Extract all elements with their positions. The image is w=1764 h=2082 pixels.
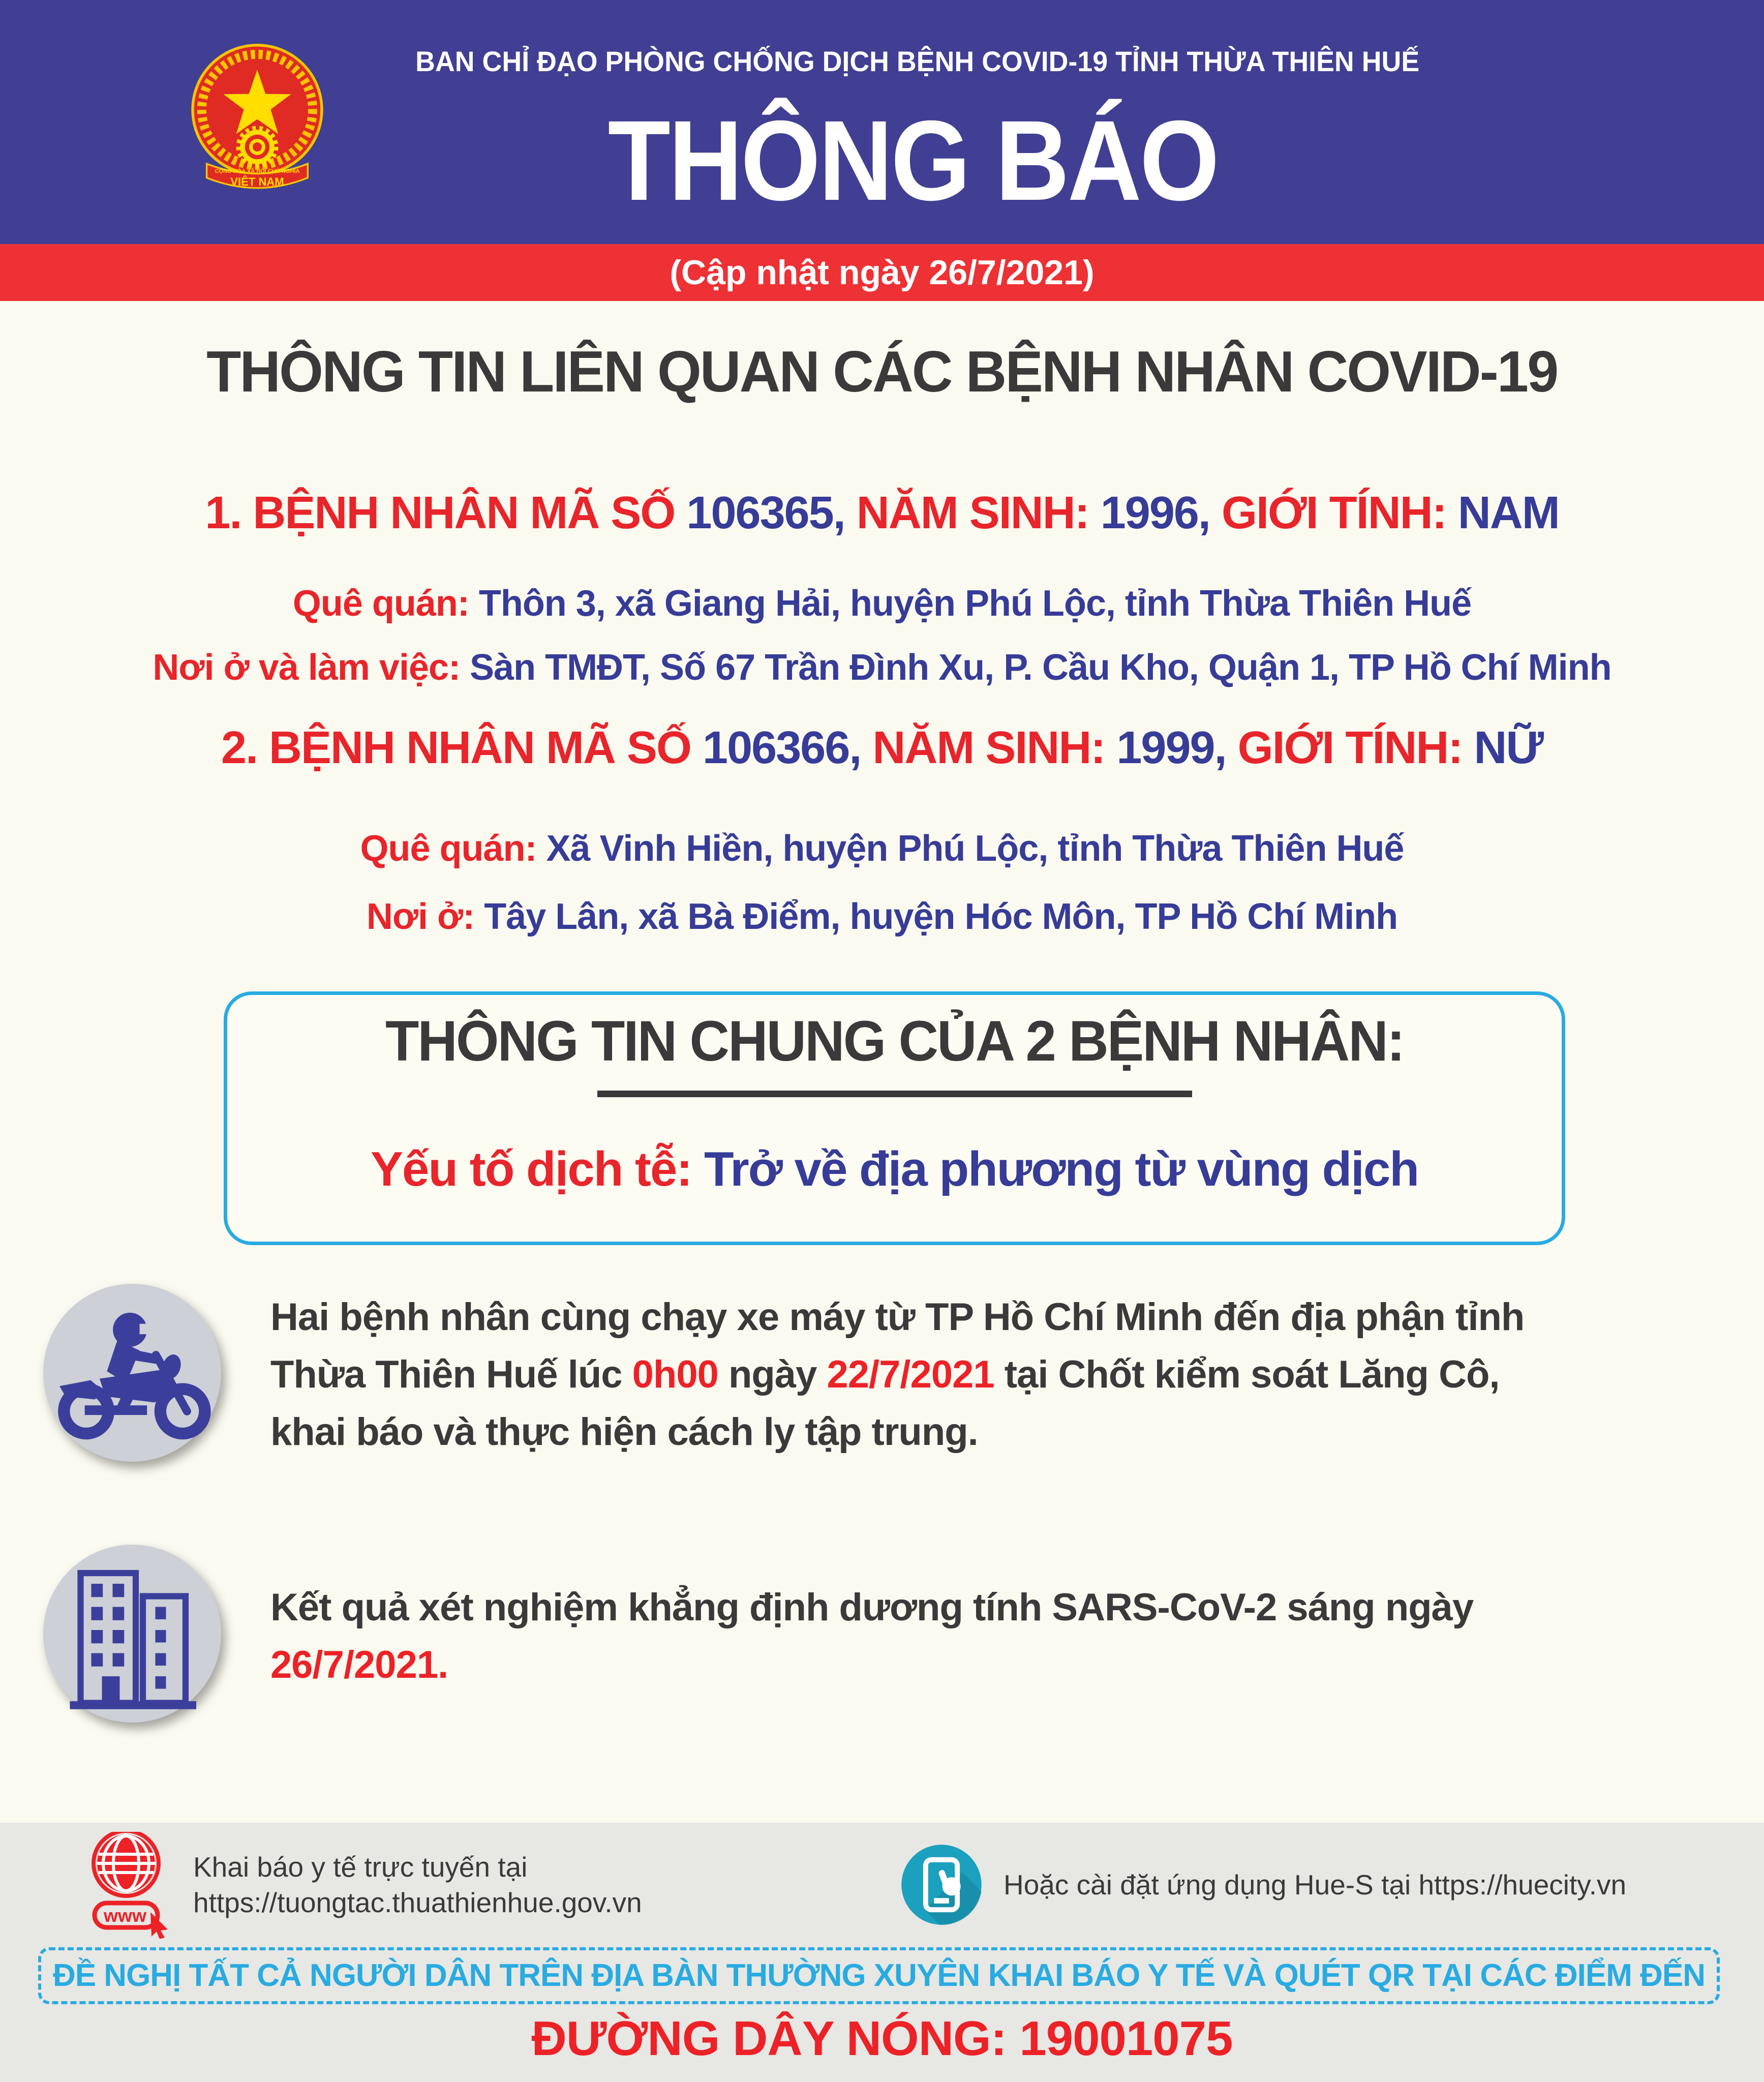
travel-line2a: Thừa Thiên Huế lúc — [270, 1353, 632, 1396]
patient-1-label: 1. BỆNH NHÂN MÃ SỐ — [205, 488, 687, 538]
residence-label: Nơi ở và làm việc: — [153, 647, 470, 688]
main-title: THÔNG TIN LIÊN QUAN CÁC BỆNH NHÂN COVID-19 — [206, 340, 1558, 404]
health-declaration-text — [193, 1849, 642, 1920]
patient-2-heading — [0, 722, 1764, 774]
travel-line2c: tại Chốt kiểm soát Lăng Cô, — [994, 1353, 1500, 1396]
patient-1-birth: 1996, — [1100, 488, 1210, 538]
building-icon — [43, 1545, 221, 1723]
emblem-country-text: VIỆT NAM — [230, 175, 284, 188]
patient-1-residence — [0, 647, 1764, 688]
residence-value: Sàn TMĐT, Số 67 Trần Đình Xu, P. Cầu Kho, Quận 1, TP Hồ Chí Minh — [470, 647, 1611, 688]
hometown-label: Quê quán: — [360, 828, 546, 869]
patient-1-hometown — [0, 583, 1764, 624]
patient-1-birth-label: NĂM SINH: — [844, 488, 1101, 538]
epidemiology-value: Trở về địa phương từ vùng dịch — [704, 1142, 1418, 1196]
title-underline — [597, 1091, 1192, 1097]
patient-2-birth: 1999, — [1116, 722, 1226, 773]
page-title: THÔNG BÁO — [607, 97, 1218, 224]
motorcycle-icon — [43, 1284, 221, 1462]
residence-label: Nơi ở: — [366, 896, 484, 937]
patient-1-heading — [0, 487, 1764, 539]
travel-history-paragraph — [270, 1288, 1745, 1461]
residence-value: Tây Lân, xã Bà Điểm, huyện Hóc Môn, TP Hồ Chí Minh — [484, 896, 1398, 937]
patient-2-residence — [0, 896, 1764, 938]
patient-1-gender-label: GIỚI TÍNH: — [1209, 488, 1458, 538]
health-declaration-line1: Khai báo y tế trực tuyến tại — [193, 1851, 528, 1883]
qr-notice-text: ĐỀ NGHỊ TẤT CẢ NGƯỜI DÂN TRÊN ĐỊA BÀN THƯỜNG XUYÊN KHAI BÁO Y TẾ VÀ QUÉT QR TẠI CÁC ĐIỂM ĐẾN — [52, 1958, 1706, 1993]
patient-2-code: 106366, — [703, 722, 861, 773]
epidemiology-label: Yếu tố dịch tễ: — [371, 1142, 705, 1196]
epidemiology-line — [227, 1141, 1562, 1197]
patient-1-gender: NAM — [1457, 488, 1559, 538]
hometown-value: Thôn 3, xã Giang Hải, huyện Phú Lộc, tỉnh Thừa Thiên Huế — [478, 583, 1472, 624]
hue-s-app-icon — [900, 1843, 983, 1926]
header — [0, 0, 1764, 244]
update-date-text: (Cập nhật ngày 26/7/2021) — [670, 253, 1094, 292]
travel-date: 22/7/2021 — [827, 1353, 994, 1396]
header-organization: BAN CHỈ ĐẠO PHÒNG CHỐNG DỊCH BỆNH COVID-19 TỈNH THỪA THIÊN HUẾ — [415, 45, 1420, 77]
footer — [0, 1823, 1764, 2082]
travel-time: 0h00 — [632, 1353, 718, 1396]
hometown-value: Xã Vinh Hiền, huyện Phú Lộc, tỉnh Thừa Thiên Huế — [546, 828, 1404, 869]
patient-2-hometown — [0, 828, 1764, 869]
patient-1-code: 106365, — [686, 488, 845, 538]
test-result-paragraph — [270, 1579, 1745, 1694]
patient-2-gender-label: GIỚI TÍNH: — [1226, 722, 1474, 773]
update-date-banner — [0, 244, 1764, 301]
hometown-label: Quê quán: — [292, 583, 479, 624]
qr-notice-box — [38, 1947, 1720, 2004]
travel-line3: khai báo và thực hiện cách ly tập trung. — [270, 1410, 978, 1454]
travel-line2b: ngày — [718, 1353, 827, 1396]
hotline-text: ĐƯỜNG DÂY NÓNG: 19001075 — [531, 2011, 1233, 2066]
health-declaration-url: https://tuongtac.thuathienhue.gov.vn — [193, 1887, 642, 1918]
hue-s-app-text: Hoặc cài đặt ứng dụng Hue-S tại https://huecity.vn — [1003, 1869, 1627, 1900]
travel-line1: Hai bệnh nhân cùng chạy xe máy từ TP Hồ Chí Minh đến địa phận tỉnh — [270, 1295, 1525, 1339]
building-icon-circle — [43, 1545, 221, 1723]
common-info-box — [224, 991, 1565, 1245]
globe-www-icon — [80, 1832, 172, 1939]
test-date: 26/7/2021. — [270, 1643, 448, 1686]
test-line1: Kết quả xét nghiệm khẳng định dương tính SARS-CoV-2 sáng ngày — [270, 1586, 1474, 1629]
patient-2-gender: NỮ — [1474, 722, 1543, 773]
patient-2-label: 2. BỆNH NHÂN MÃ SỐ — [221, 722, 703, 773]
common-info-title: THÔNG TIN CHUNG CỦA 2 BỆNH NHÂN: — [385, 1009, 1404, 1073]
www-label: www — [103, 1905, 147, 1926]
motorcycle-icon-circle — [43, 1284, 221, 1462]
emblem-motto-text: CỘNG HÒA XÃ HỘI CHỦ NGHĨA — [215, 168, 300, 175]
patient-2-birth-label: NĂM SINH: — [861, 722, 1117, 773]
